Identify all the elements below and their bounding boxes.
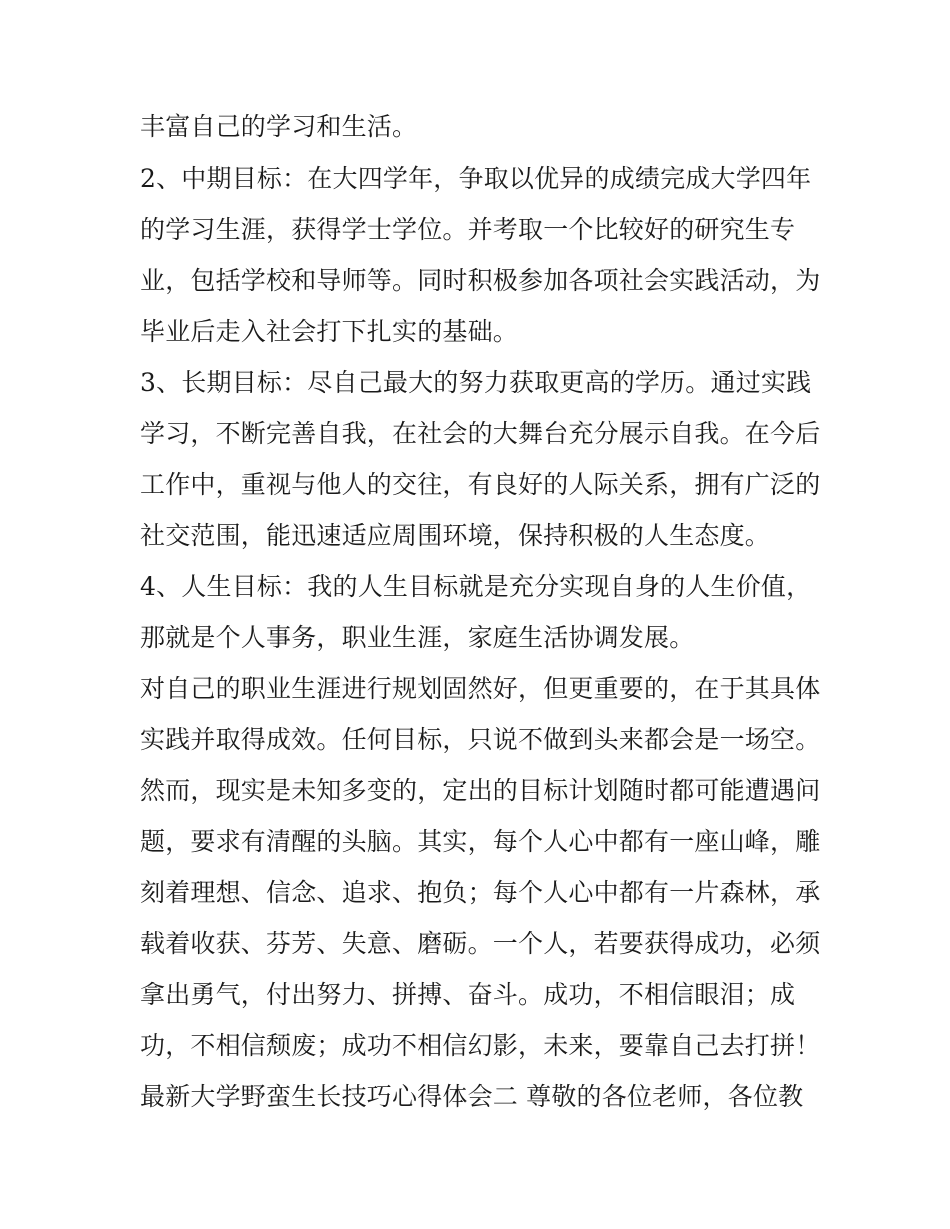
text-line: 实践并取得成效。任何目标，只说不做到头来都会是一场空。	[140, 725, 821, 754]
text-line: 载着收获、芬芳、失意、磨砺。一个人，若要获得成功，必须	[140, 929, 821, 958]
text-line: 丰富自己的学习和生活。	[140, 112, 418, 141]
text-line: 的学习生涯，获得学士学位。并考取一个比较好的研究生专	[140, 215, 796, 244]
text-line: 那就是个人事务，职业生涯，家庭生活协调发展。	[140, 623, 695, 652]
text-line: 题，要求有清醒的头脑。其实，每个人心中都有一座山峰，雕	[140, 827, 821, 856]
text-line: 刻着理想、信念、追求、抱负；每个人心中都有一片森林，承	[140, 878, 821, 907]
text-line: 功，不相信颓废；成功不相信幻影，未来，要靠自己去打拼！	[140, 1031, 821, 1060]
text-line: 2、中期目标：在大四学年，争取以优异的成绩完成大学四年	[140, 164, 812, 193]
text-line: 社交范围，能迅速适应周围环境，保持积极的人生态度。	[140, 521, 771, 550]
text-line: 学习，不断完善自我，在社会的大舞台充分展示自我。在今后	[140, 419, 821, 448]
text-line: 拿出勇气，付出努力、拼搏、奋斗。成功，不相信眼泪；成	[140, 980, 796, 1009]
text-line: 最新大学野蛮生长技巧心得体会二 尊敬的各位老师，各位教	[140, 1082, 804, 1111]
text-line: 工作中，重视与他人的交往，有良好的人际关系，拥有广泛的	[140, 470, 821, 499]
text-line: 然而，现实是未知多变的，定出的目标计划随时都可能遭遇问	[140, 776, 821, 805]
text-line: 业，包括学校和导师等。同时积极参加各项社会实践活动，为	[140, 266, 821, 295]
text-line: 对自己的职业生涯进行规划固然好，但更重要的，在于其具体	[140, 674, 821, 703]
text-line: 4、人生目标：我的人生目标就是充分实现自身的人生价值，	[140, 572, 812, 601]
text-line: 3、长期目标：尽自己最大的努力获取更高的学历。通过实践	[140, 368, 812, 397]
text-line: 毕业后走入社会打下扎实的基础。	[140, 317, 519, 346]
